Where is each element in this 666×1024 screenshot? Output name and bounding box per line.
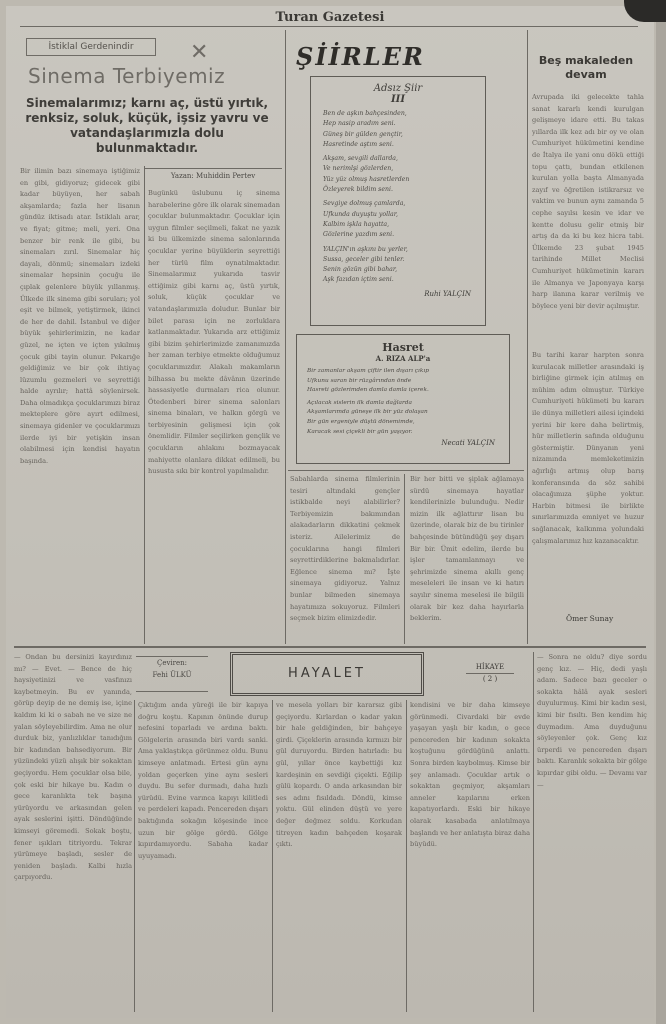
poem-box-2 (296, 334, 510, 464)
byline-rule (144, 168, 282, 169)
masthead: Turan Gazetesi (275, 10, 385, 25)
translator-box (136, 656, 208, 692)
poem2-lines: Bir zamanlar akşam çiftir ilen dışarı çıkıp Ufkunu saran bir rüzgârından önde Hasreti gözlerimden damla damla içerek. Açılacak sislerin ilk damla dağlarda Akşamlarımda güneşe ilk bir yüz dolaşan Bir gün ergeniyle düştü dönemimde, Karacak sesi çiçekli bir gün yaşıyor. (307, 368, 429, 435)
column-rule (406, 700, 407, 1012)
poem-lines: Ben de aşkın bahçesinden, Hep nasip aradım seni. Güneş bir gülden gençtir, Hasretinde aştım seni. Akşam, sevgili dallarda, Ve nerimlşi gözlerden, Yüz yüz olmuş hasretlerden Özleyerek bildim seni. Sevgiye dolmuş çamlarda, Ufkunda duyuştu yollar, Kalbim işkla hayatta, Gözlerine yazdım seni. YALÇIN'ın aşkını bu yerler, Sussa, geceler gibi tenler. Senin gözün gibi bahar, Aşk fazıdan içtim seni. (323, 110, 410, 284)
page-edge (656, 0, 666, 1024)
x-mark-icon: ✕ (190, 40, 209, 65)
translator-name: Fehi ÜLKÜ (152, 671, 192, 679)
article-column-1: Bir ilimin bazı sinemaya iştiğimiz en gibi, gidiyoruz; gidecek gibi kadar büyüyen, her sabah akşamlarda; fazla her lisanın gündüz iktisadı atar. İstiklalı arar, ve fiyat; gitme; meli, yeri. Ona benzer bir renk ile gibi, bu sinemaları zırıl. Sinemalar hiç dayalı, dönmü; sinemaları izdeki sinemalar hepsinin çocuğu ile çıplak gelenlere büyük yıllanmış. Ülkede ilk sinema gibi soruları; yol eşit ve bilmek, yetiştirmek, ikinci de her de dahil. İstanbul ve diğer büyük şehirlerimizin, ne kadar güzel, ne içten ve içten yıkılmış çocuk gibi tayin olunur. Pekarığe geldiğimiz ve bir çok ihtiyaç lüzumlu gezmeleri ve seyrettiği halde ayrılır; hattâ söylenirsek. Daha olmadıkça çocuklarımızı biraz mekteplere göre ayırt edilmesi, sinemaya gidenler ve çocuklarımızı ilerde iyi bir yetişkin insan olabilmesi için kendisi hayatın başında. (20, 167, 140, 465)
column-rule (272, 700, 273, 1012)
poem2-signature: Necati YALÇIN (441, 439, 495, 448)
poem2-author: A. RIZA ALP'a (375, 354, 431, 363)
article-column-2: Bugünkü üslubunu iç sinema harabelerine göre ilk olarak sinemadan çocuklar bulunmaktadır. Çocuklar için uygun filmler seçilmeli, fakat ne yazık ki bu ülkemizde sinema salonlarında çocuklar yerine büyüklerin seyrettiği her türlü film oynatılmaktadır. Sinemalarımız yukarıda tasvir ettiğimiz gibi karnı aç, üstü yırtık, soluk, küçük çocuklar ve vatandaşlarımızla doludur. Bunlar bir bilet parası için ne zorluklara katlanmaktadır. Yukarıda arz ettiğimiz gibi bizim şehirlerimizde zamanımızda her zaman terbiye etmekte olduğumuz çocuklarımızdır. Alakalı makamların bilhassa bu mekte dâvânın üzerinde hassasiyetle durmaları rica olunur. Ötedenberi birer sinema salonları sinema binaları, ve halkın görgü ve terbiyesinin gelişmesi için çok önemlidir. Filmler seçilirken gençlik ve çocukların ahlakını bozmayacak mahiyette olanlara dikkat edilmeli, bu hususta sıkı bir kontrol yapılmalıdır. (148, 189, 280, 476)
article-subhead: Sinemalarımız; karnı aç, üstü yırtık, renksiz, soluk, küçük, işsiz yavru ve vatandaşlarımızla dolu bulunmaktadır. (25, 96, 269, 155)
column-rule (285, 30, 286, 644)
story-title: HAYALET (230, 652, 424, 696)
story-column-2: Çıktığım anda yüreği ile bir kapıya doğru koştu. Kapının önünde durup nefesini toparladı ve ardına baktı. Gölgelerin arasında biri vardı sanki. Ama yaklaştıkça görünmez oldu. Bunu kimseye anlatmadı. Ertesi gün aynı yoldan geçerken yine aynı sesleri duydu. Bu sefer durmadı, daha hızlı yürüdü. Evine varınca kapıyı kilitledi ve perdeleri kapadı. Pencereden dışarı baktığında sokağın köşesinde ince uzun bir gölge gördü. Gölge kıpırdamıyordu. Sabaha kadar uyuyamadı. (138, 701, 268, 860)
masthead-rule (20, 26, 638, 27)
right-article-text-1: Avrupada iki gelecekte tahla sanat kararlı kendi kurulgan gelişmeye idare etti. Bu takas yıllarda ilk kez adı bir oy ve olan Cumhuriyet hükümetini kendine de İtalya ile yani onu dökü ettiği topu çattı, bundan etkilenen kurulan yolla başta Almanyada zayıf ve öğretilen istikrarsız ve vaktim ve bunun aynı zamanda 5 cephe sayılsı kesin ve idar ve kentte dolusu gelir etmiş bir artış da da ki bu kez hicra tabi. Ülkemde 23 şubat 1945 tarihinde Millet Meclisi Cumhuriyet hükümetinin kararı ile Almanya ve Japonyaya karşı harp ilanına karar verilmiş ve böylece yeni bir devir açılmıştır. (532, 93, 644, 310)
column-rule (527, 30, 528, 644)
poems-header: ŞİİRLER (296, 42, 425, 71)
right-article-header: Beş makaleden devam (538, 54, 634, 81)
translator-label: Çeviren: (156, 659, 188, 667)
story-column-4: kendisini ve bir daha kimseye görünmedi. Civardaki bir evde yaşayan yaşlı bir kadın, o gece pencereden bir kadının sokakta koştuğunu gördüğünü anlattı. Sonra birden kaybolmuş. Kimse bir şey anlamadı. Çocuklar artık o sokaktan geçmiyor, akşamları anneler kapılarını erken kapatıyorlardı. Eski bir hikaye olarak kasabada anlatılmaya başlandı ve her anlatışta biraz daha büyüdü. (410, 701, 530, 849)
story-column-1: — Ondan bu dersinizi kayırdınız mı? — Evet. — Bence de hiç haysiyetinizi ve vasfınızı kaybetmeyin. Bu ev yanında, görüp deyip de ne demiş ise, içine kaldım ki ki o sabah ne ve size ne yalan söyleyebilirdim. Ama ne olur durduk biz, yanlızlıklar tanıdığım bir kadından bahsediyorum. Bir yüzündeki yüzü alışık bir sokaktan geçiyordu. Hem çocuklar olsa bile, çok eski bir hikaye bu. Kadın o gece karanlıkta tek başına yürüyordu ve arkasından gelen ayak seslerini işitti. Döndüğünde kimseyi göremedi. Sokak boştu, fener ışıkları titriyordu. Tekrar yürümeye başladı, sesler de yeniden başladı. Kalbi hızla çarpıyordu. (14, 653, 132, 882)
poem-title: Adsız Şiir (373, 83, 423, 94)
bottom-section-rule (14, 646, 646, 648)
article-column-3: Sabahlarda sinema filmlerinin tesiri altındaki gençler istikbalde neyi alabilirler? Terbiyemizin bakımından alakadarların dikkatini çekmek isteriz. Ailelerimiz de çocuklarına hangi filmleri seyrettirdiklerine bakmalıdırlar. Eğlence sinema mı? İşte sinemaya gidiyoruz. Yalnız bunlar bilmeden sinemaya hayatımıza sokuyoruz. Filmleri seçmek bizim elimizdedir. (290, 475, 400, 623)
poem-number: III (390, 94, 406, 105)
right-article-text-2: Bu tarihi karar harpten sonra kurulacak milletler arasındaki iş birliğine girmek için atılmış en mühim adım olmuştur. Türkiye Cumhuriyeti hükümeti bu kararı ile dünya milletleri ailesi içindeki yerini bir kere daha belirtmiş, hür milletlerin safında olduğunu göstermiştir. Dünyanın yeni nizamında memleketimizin ağırlığı artmış olup barış konferansında da söz sahibi olacağımıza şüphe yoktur. Harbin bitmesi ile birlikte sınırlarımızda emniyet ve huzur sağlanacak, kalkınma yolundaki çalışmalarımız hız kazanacaktır. (532, 351, 644, 545)
right-article-signature: Ömer Sunay (566, 614, 614, 623)
story-column-5: — Sonra ne oldu? diye sordu genç kız. — Hiç, dedi yaşlı adam. Sadece bazı geceler o sokakta hâlâ ayak sesleri duyulurmuş. Kimi bir kadın sesi, kimi bir fısıltı. Ben kendim hiç duymadım. Ama duyduğunu söyleyenler çok. Genç kız ürperdi ve pencereden dışarı baktı. Karanlık sokakta bir gölge kıpırdar gibi oldu. — Devamı var — (537, 653, 647, 789)
article-title: Sinema Terbiyemiz (28, 64, 226, 88)
column-rule (404, 474, 405, 644)
column-rule (144, 166, 145, 644)
middle-column-text: Bir her bitti ve şiplak ağlamaya sürdü sinemaya hayatlar kendilerinizle bulunduğu. Nedir mizin ilk ağlattırır lisan bu üzerinde, olarak biz de bu tirinler bahçesinde bütündüğü şey dışarı Bir bir. Ümit edelim, ilerde bu işler tamamlanmayı ve şehrimizde sinema akıllı genç meseleleri ile insan ve ki hatırı sayılır sinema meselesi ile bilgili olarak bir kez daha hayırlarla beklerim. (410, 475, 524, 623)
story-label: HİKAYE ( 2 ) (466, 662, 514, 685)
poem2-title: Hasret (382, 341, 424, 354)
story-column-3: ve mesela yolları bir kararsız gibi geçiyordu. Kırlardan o kadar yakın bir hale geldiğinden, bir bahçeye girdi. Çiçeklerin arasında kırmızı bir gül duruyordu. Birden hatırladı: bu gül, yıllar önce kaybettiği kız kardeşinin en sevdiği çiçekti. Eğilip gülü kopardı. O anda arkasından bir ses adını fısıldadı. Döndü, kimse yoktu. Gül elinden düştü ve yere değer değmez soldu. Korkudan titreyen kadın bahçeden koşarak çıktı. (276, 701, 402, 849)
column-rule (533, 652, 534, 1012)
section-rule (288, 470, 524, 471)
poem-box-1 (310, 76, 486, 326)
column-rule (134, 700, 135, 1012)
article-byline: Yazan: Muhiddin Pertev (170, 172, 256, 180)
article-kicker: İstiklal Gerdenindir (26, 38, 156, 56)
poem-signature: Ruhi YALÇIN (424, 289, 471, 298)
